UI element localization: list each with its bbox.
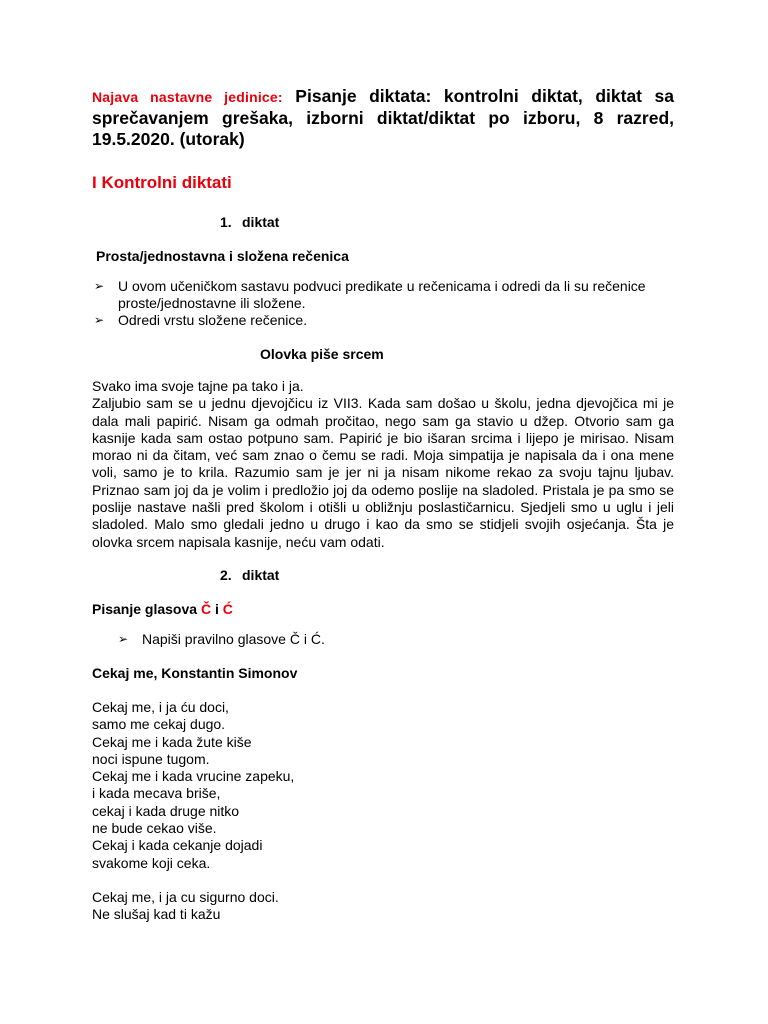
arrowhead-bullet-icon: ➢ (94, 313, 105, 327)
list-item (92, 278, 674, 312)
diktat-1-heading (92, 214, 674, 232)
section-heading: I Kontrolni diktati (92, 173, 232, 192)
poem-line: i kada mecava briše, (92, 785, 221, 802)
task-text: Odredi vrstu složene rečenice. (118, 312, 308, 328)
subheading-prefix: Pisanje glasova (92, 600, 201, 617)
poem-line: samo me cekaj dugo. (92, 716, 226, 733)
list-item (92, 312, 674, 329)
diktat-2-heading (92, 567, 674, 585)
poem-stanza-2 (92, 889, 674, 924)
arrowhead-bullet-icon: ➢ (94, 279, 105, 293)
letter-c-caron: Č (200, 600, 212, 617)
diktat-2-label: diktat (242, 566, 280, 583)
document-page (92, 86, 674, 924)
poem-line: Cekaj me, i ja cu sigurno doci. (92, 888, 279, 905)
poem-line: Cekaj me, i ja ću doci, (92, 698, 229, 715)
diktat-2-number: 2. (220, 566, 232, 583)
story-paragraph: Zaljubio sam se u jednu djevojčicu iz VII3. Kada sam došao u školu, jedna djevojčica mi je dala mali papirić. Nisam ga odmah pročitao, nego sam ga stavio u džep. Otvorio sam ga kasnije kada sam ostao potpuno sam. Papirić je bio išaran srcima i lijepo je mirisao. Nisam morao ni da čitam, već sam znao o čemu se radi. Moja simpatija je napisala da i ona mene voli, samo je to krila. Razumio sam je jer ni ja nisam nikome rekao za svoju tajnu ljubav. Priznao sam joj da je volim i predložio joj da odemo poslije na sladoled. Pristala je pa smo se poslije nastave našli pred školom i otišli u obližnju poslastičarnicu. Sjedjeli smo u uglu i jeli sladoled. Malo smo gledali jedno u drugo i kao da smo se stidjeli svojih osjećanja. Šta je olovka srcem napisala kasnije, neću vam odati. (92, 395, 674, 550)
diktat-1-number: 1. (220, 214, 232, 230)
poem-line: cekaj i kada druge nitko (92, 802, 240, 819)
lesson-intro (92, 86, 674, 150)
poem-line: svakome koji ceka. (92, 854, 211, 871)
diktat-2-subheading (92, 601, 674, 619)
task-text: U ovom učeničkom sastavu podvuci predikate u rečenicama i odredi da li su rečenice proste/jednostavne ili složene. (118, 278, 646, 311)
subheading-connector: i (211, 600, 223, 617)
diktat-1-subheading: Prosta/jednostavna i složena rečenica (96, 248, 349, 264)
poem-line: Ne slušaj kad ti kažu (92, 906, 221, 923)
text-title: Olovka piše srcem (260, 346, 384, 362)
arrowhead-bullet-icon: ➢ (118, 631, 129, 646)
diktat-2-task-list (92, 631, 674, 648)
poem-line: ne bude cekao više. (92, 820, 217, 837)
lesson-title: Pisanje diktata: kontrolni diktat, diktat sa sprečavanjem grešaka, izborni diktat/diktat po izboru, 8 razred, 19.5.2020. (utorak) (92, 86, 674, 149)
poem-line: noci ispune tugom. (92, 750, 210, 767)
poem-line: Cekaj me i kada žute kiše (92, 733, 252, 750)
poem-title: Cekaj me, Konstantin Simonov (92, 664, 298, 681)
first-line: Svako ima svoje tajne pa tako i ja. (92, 378, 304, 394)
intro-lead: Najava nastavne jedinice: (92, 89, 283, 105)
list-item (116, 631, 674, 648)
poem-stanza-1 (92, 699, 674, 872)
diktat-1-task-list (92, 278, 674, 329)
letter-c-acute: Ć (222, 600, 233, 617)
poem-line: Cekaj i kada cekanje dojadi (92, 837, 263, 854)
diktat-1-label: diktat (242, 214, 280, 230)
task-text: Napiši pravilno glasove Č i Ć. (142, 630, 325, 647)
poem-line: Cekaj me i kada vrucine zapeku, (92, 768, 295, 785)
